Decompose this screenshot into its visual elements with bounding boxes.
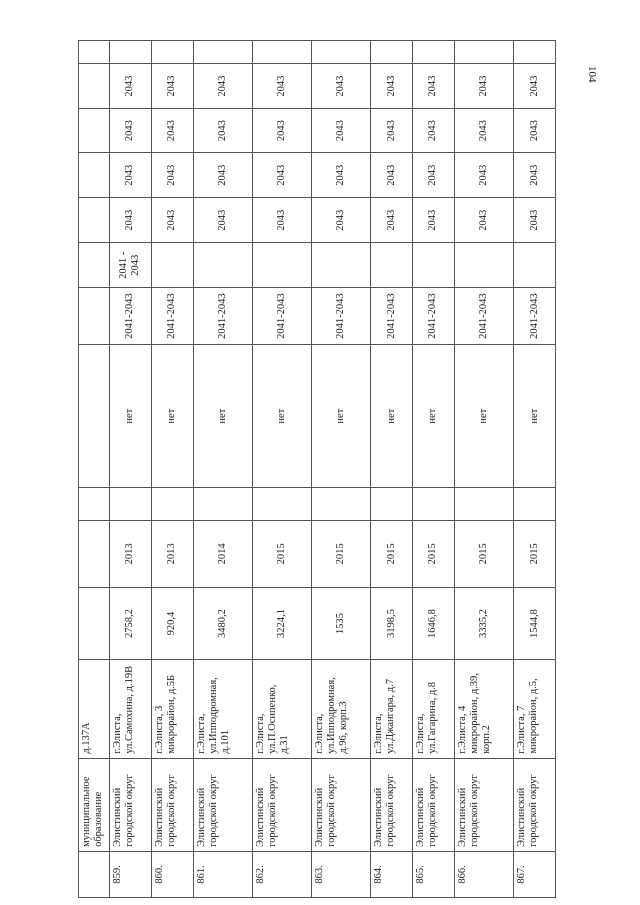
- year-cell: 2043: [413, 109, 455, 153]
- year-range-cell: [454, 243, 513, 288]
- table-cell: [79, 288, 110, 345]
- table-cell: [79, 153, 110, 198]
- year-cell: 2043: [252, 109, 311, 153]
- table-cell: [312, 41, 371, 64]
- address-cell: г.Элиста, ул.П.Осипенко, д.31: [252, 660, 311, 758]
- period-cell: 2041-2043: [514, 288, 556, 345]
- year-cell: 2043: [413, 198, 455, 243]
- table-row: [252, 41, 311, 898]
- year-cell: 2043: [151, 64, 193, 109]
- year-range-cell: [413, 243, 455, 288]
- table-cell: [193, 41, 252, 64]
- status-cell: нет: [110, 344, 152, 488]
- row-number-cell: 866.: [454, 851, 513, 897]
- year-cell: 2043: [454, 64, 513, 109]
- year-cell: 2043: [252, 198, 311, 243]
- status-cell: нет: [514, 344, 556, 488]
- table-row: [110, 41, 152, 898]
- address-cell: г.Элиста, ул.Гагарина, д.8: [413, 660, 455, 758]
- rotated-table-container: [78, 40, 556, 898]
- status-cell: нет: [413, 344, 455, 488]
- year-cell: 2043: [252, 64, 311, 109]
- year-cell: 2043: [252, 153, 311, 198]
- year-cell: 2043: [514, 198, 556, 243]
- row-number-cell: 867.: [514, 851, 556, 897]
- area-cell: 920,4: [151, 587, 193, 659]
- row-number-cell: 860.: [151, 851, 193, 897]
- table-cell: [151, 488, 193, 520]
- municipality-cell: Элистинский городской округ: [371, 758, 413, 851]
- municipality-cell: Элистинский городской округ: [193, 758, 252, 851]
- table-cell: [79, 587, 110, 659]
- area-cell: 3224,1: [252, 587, 311, 659]
- area-cell: 3198,5: [371, 587, 413, 659]
- period-cell: 2041-2043: [151, 288, 193, 345]
- year-cell: 2043: [312, 153, 371, 198]
- address-cell: г.Элиста, ул.Ипподромная, д.96, корп.3: [312, 660, 371, 758]
- year-range-cell: [151, 243, 193, 288]
- status-cell: нет: [371, 344, 413, 488]
- table-cell: [79, 109, 110, 153]
- year-cell: 2043: [151, 109, 193, 153]
- year-cell: 2043: [193, 198, 252, 243]
- area-cell: 3335,2: [454, 587, 513, 659]
- table-cell: [79, 344, 110, 488]
- address-cell: г.Элиста, ул.Самохина, д.19В: [110, 660, 152, 758]
- table-cell: [110, 488, 152, 520]
- address-cell: г.Элиста, 4 микрорайон, д.39, корп.2: [454, 660, 513, 758]
- year-cell: 2043: [312, 64, 371, 109]
- address-cell: г.Элиста, ул.Ипподромная, д.101: [193, 660, 252, 758]
- period-cell: 2041-2043: [454, 288, 513, 345]
- status-cell: нет: [193, 344, 252, 488]
- table-row: [193, 41, 252, 898]
- year-range-cell: [312, 243, 371, 288]
- row-number-cell: 865.: [413, 851, 455, 897]
- year-cell: 2043: [454, 153, 513, 198]
- year-cell: 2043: [312, 198, 371, 243]
- period-cell: 2041-2043: [252, 288, 311, 345]
- period-cell: 2041-2043: [193, 288, 252, 345]
- year-range-cell: [193, 243, 252, 288]
- year-cell: 2043: [110, 198, 152, 243]
- year-range-cell: [371, 243, 413, 288]
- year-cell: 2043: [151, 198, 193, 243]
- table-cell: [252, 41, 311, 64]
- year-cell: 2043: [193, 64, 252, 109]
- table-cell: [193, 488, 252, 520]
- year-cell: 2015: [252, 520, 311, 587]
- table-cell: [371, 41, 413, 64]
- table-cell: [110, 41, 152, 64]
- table-row: [413, 41, 455, 898]
- year-cell: 2043: [413, 64, 455, 109]
- table-cell: [79, 243, 110, 288]
- table-cell: [151, 41, 193, 64]
- municipality-cell: Элистинский городской округ: [110, 758, 152, 851]
- area-cell: 1544,8: [514, 587, 556, 659]
- table-row: [151, 41, 193, 898]
- status-cell: нет: [151, 344, 193, 488]
- area-cell: 3480,2: [193, 587, 252, 659]
- year-cell: 2043: [514, 153, 556, 198]
- year-cell: 2013: [110, 520, 152, 587]
- row-number-cell: 859.: [110, 851, 152, 897]
- row-number-cell: 862.: [252, 851, 311, 897]
- year-cell: 2043: [312, 109, 371, 153]
- row-number-cell: 863.: [312, 851, 371, 897]
- municipality-cell: Элистинский городской округ: [413, 758, 455, 851]
- year-cell: 2013: [151, 520, 193, 587]
- year-cell: 2043: [371, 109, 413, 153]
- table-row: [514, 41, 556, 898]
- table-row: [312, 41, 371, 898]
- table-row: [454, 41, 513, 898]
- table-cell: [79, 488, 110, 520]
- row-number-cell: 861.: [193, 851, 252, 897]
- municipality-cell: Элистинский городской округ: [252, 758, 311, 851]
- header-municipality-cell: муниципальное образование: [79, 758, 110, 851]
- period-cell: 2041-2043: [371, 288, 413, 345]
- year-cell: 2043: [454, 198, 513, 243]
- table-row: [371, 41, 413, 898]
- table-cell: [79, 851, 110, 897]
- status-cell: нет: [454, 344, 513, 488]
- address-cell: г.Элиста, 7 микрорайон, д.5,: [514, 660, 556, 758]
- year-cell: 2014: [193, 520, 252, 587]
- year-cell: 2043: [413, 153, 455, 198]
- page-number: 104: [586, 66, 598, 83]
- address-cell: г.Элиста, ул.Джангара, д.7: [371, 660, 413, 758]
- year-range-cell: [252, 243, 311, 288]
- year-cell: 2043: [514, 64, 556, 109]
- table-cell: [514, 488, 556, 520]
- year-cell: 2043: [371, 153, 413, 198]
- table-cell: [413, 41, 455, 64]
- address-cell: г.Элиста, 3 микрорайон, д.5Б: [151, 660, 193, 758]
- address-fragment-cell: д.137А: [79, 660, 110, 758]
- year-cell: 2043: [110, 64, 152, 109]
- table-cell: [514, 41, 556, 64]
- table-header-fragment-row: [79, 41, 110, 898]
- table-cell: [79, 41, 110, 64]
- year-cell: 2043: [514, 109, 556, 153]
- year-cell: 2043: [454, 109, 513, 153]
- table-cell: [454, 41, 513, 64]
- year-cell: 2043: [371, 64, 413, 109]
- period-cell: 2041-2043: [413, 288, 455, 345]
- municipality-cell: Элистинский городской округ: [312, 758, 371, 851]
- year-cell: 2015: [514, 520, 556, 587]
- table-cell: [413, 488, 455, 520]
- table-cell: [79, 520, 110, 587]
- table-cell: [312, 488, 371, 520]
- year-cell: 2015: [371, 520, 413, 587]
- municipality-cell: Элистинский городской округ: [454, 758, 513, 851]
- municipality-cell: Элистинский городской округ: [151, 758, 193, 851]
- year-cell: 2015: [413, 520, 455, 587]
- period-cell: 2041-2043: [312, 288, 371, 345]
- table-cell: [252, 488, 311, 520]
- year-cell: 2043: [193, 153, 252, 198]
- table-cell: [79, 198, 110, 243]
- period-cell: 2041-2043: [110, 288, 152, 345]
- table-cell: [371, 488, 413, 520]
- area-cell: 2758,2: [110, 587, 152, 659]
- municipality-cell: Элистинский городской округ: [514, 758, 556, 851]
- year-cell: 2043: [151, 153, 193, 198]
- row-number-cell: 864.: [371, 851, 413, 897]
- year-cell: 2043: [110, 109, 152, 153]
- year-range-cell: [514, 243, 556, 288]
- area-cell: 1535: [312, 587, 371, 659]
- year-range-cell: 2041 - 2043: [110, 243, 152, 288]
- year-cell: 2043: [193, 109, 252, 153]
- area-cell: 1646,8: [413, 587, 455, 659]
- year-cell: 2043: [110, 153, 152, 198]
- data-table: [78, 40, 556, 898]
- year-cell: 2015: [312, 520, 371, 587]
- table-cell: [79, 64, 110, 109]
- year-cell: 2043: [371, 198, 413, 243]
- status-cell: нет: [312, 344, 371, 488]
- table-cell: [454, 488, 513, 520]
- status-cell: нет: [252, 344, 311, 488]
- year-cell: 2015: [454, 520, 513, 587]
